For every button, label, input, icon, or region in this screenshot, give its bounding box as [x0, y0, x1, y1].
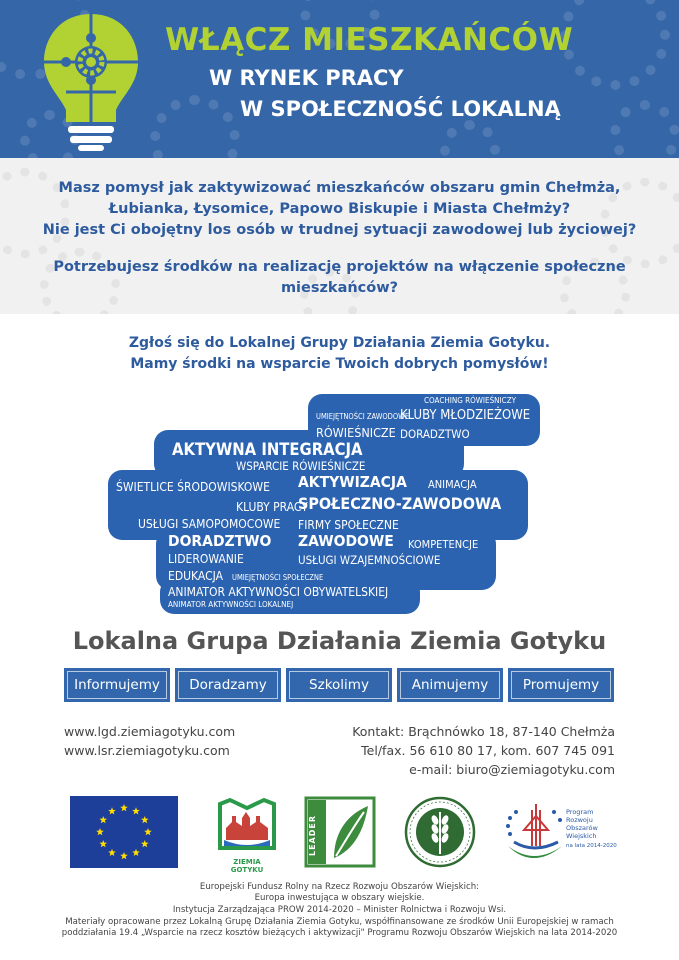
eu-flag-logo [70, 796, 178, 868]
prow-label: Program [566, 808, 594, 816]
cloud-word: WSPARCIE RÓWIEŚNICZE [236, 459, 366, 473]
promujemy-button[interactable]: Promujemy [508, 668, 614, 702]
cloud-word: USŁUGI WZAJEMNOŚCIOWE [298, 553, 441, 567]
cloud-word: DORADZTWO [400, 427, 470, 441]
cloud-word: EDUKACJA [168, 569, 223, 583]
intro-line: Masz pomysł jak zaktywizować mieszkańców obszaru gmin Chełmża, [58, 180, 621, 196]
cta-line: Zgłoś się do Lokalnej Grupy Działania Ziemia Gotyku. [128, 335, 551, 351]
gear-icon [440, 120, 500, 158]
intro-line: Łubianka, Łysomice, Papowo Biskupie i Miasta Chełmży? [108, 201, 571, 217]
doradzamy-button[interactable]: Doradzamy [175, 668, 281, 702]
word-cloud [108, 392, 540, 620]
gear-icon [150, 95, 240, 158]
prow-emblem-icon [502, 796, 566, 868]
prow-label: Obszarów [566, 824, 598, 832]
footer-line: poddziałania 19.4 „Wsparcie na rzecz kosztów bieżących i aktywizacji" Programu Rozwoju Obszarów Wiejskich na lata 2014-2020 [61, 928, 618, 938]
cloud-word: KLUBY PRACY [236, 500, 308, 514]
cloud-word: DORADZTWO [168, 532, 272, 550]
cloud-word: ANIMATOR AKTYWNOŚCI OBYWATELSKIEJ [168, 585, 389, 599]
website-link[interactable]: www.lgd.ziemiagotyku.com [64, 724, 236, 739]
gear-icon [610, 100, 679, 158]
footer-line: Europejski Fundusz Rolny na Rzecz Rozwoju Obszarów Wiejskich: [199, 882, 480, 892]
title-line-3: W SPOŁECZNOŚĆ LOKALNĄ [240, 97, 561, 121]
lightbulb-puzzle-icon [36, 10, 146, 152]
title-line-1: WŁĄCZ MIESZKAŃCÓW [165, 22, 574, 58]
cloud-word: AKTYWIZACJA [298, 473, 407, 491]
prow-logo [502, 796, 618, 868]
prow-label: na lata 2014-2020 [566, 843, 617, 849]
intro-line: Nie jest Ci obojętny los osób w trudnej sytuacji zawodowej lub życiowej? [42, 222, 637, 238]
castle-icon [216, 796, 278, 856]
cloud-word: ŚWIETLICE ŚRODOWISKOWE [116, 480, 270, 494]
ziemia-gotyku-logo [216, 796, 278, 874]
prow-label: Wiejskich [566, 832, 597, 840]
footer-line: Europa inwestująca w obszary wiejskie. [254, 893, 425, 903]
footer-line: Instytucja Zarządzająca PROW 2014-2020 – Minister Rolnictwa i Rozwoju Wsi. [172, 905, 507, 915]
contact-phone: Tel/fax. 56 610 80 17, kom. 607 745 091 [361, 743, 615, 758]
leader-logo [304, 796, 376, 868]
cloud-word: COACHING RÓWIEŚNICZY [424, 396, 517, 405]
ministry-seal-logo [404, 796, 476, 868]
cloud-word: AKTYWNA INTEGRACJA [172, 440, 363, 459]
szkolimy-button[interactable]: Szkolimy [286, 668, 392, 702]
intro-line: mieszkańców? [280, 280, 399, 296]
cloud-word: LIDEROWANIE [168, 552, 244, 566]
cloud-word: KLUBY MŁODZIEŻOWE [400, 408, 531, 423]
cloud-word: KOMPETENCJE [408, 538, 479, 551]
gear-icon [560, 0, 670, 90]
cloud-word: SPOŁECZNO-ZAWODOWA [298, 494, 502, 513]
contact-address: Kontakt: Brąchnówko 18, 87-140 Chełmża [352, 724, 615, 739]
cloud-word: USŁUGI SAMOPOMOCOWE [138, 517, 281, 531]
ziemia-gotyku-label: ZIEMIA GOTYKU [230, 858, 264, 874]
cloud-word: UMIEJĘTNOŚCI ZAWODOWE [316, 412, 410, 421]
cloud-word: ANIMATOR AKTYWNOŚCI LOKALNEJ [168, 600, 294, 609]
animujemy-button[interactable]: Animujemy [397, 668, 503, 702]
cloud-word: ZAWODOWE [298, 532, 394, 550]
contact-email[interactable]: e-mail: biuro@ziemiagotyku.com [409, 762, 615, 777]
cloud-word: UMIEJĘTNOŚCI SPOŁECZNE [232, 573, 324, 582]
cta-line: Mamy środki na wsparcie Twoich dobrych pomysłów! [130, 356, 549, 372]
cloud-word: FIRMY SPOŁECZNE [298, 518, 399, 532]
prow-label: Rozwoju [566, 816, 593, 824]
header-banner [0, 0, 679, 158]
informujemy-button[interactable]: Informujemy [64, 668, 170, 702]
leader-label: LEADER [308, 814, 317, 856]
cloud-word: ANIMACJA [428, 478, 477, 491]
cloud-word: RÓWIEŚNICZE [316, 425, 396, 440]
website-link[interactable]: www.lsr.ziemiagotyku.com [64, 743, 230, 758]
title-line-2: W RYNEK PRACY [209, 66, 404, 90]
lgd-title: Lokalna Grupa Działania Ziemia Gotyku [72, 627, 607, 655]
footer-line: Materiały opracowane przez Lokalną Grupę Działania Ziemia Gotyku, współfinansowane ze środków Unii Europejskiej w ramach [65, 917, 614, 927]
intro-line: Potrzebujesz środków na realizację projektów na włączenie społeczne [53, 259, 626, 275]
